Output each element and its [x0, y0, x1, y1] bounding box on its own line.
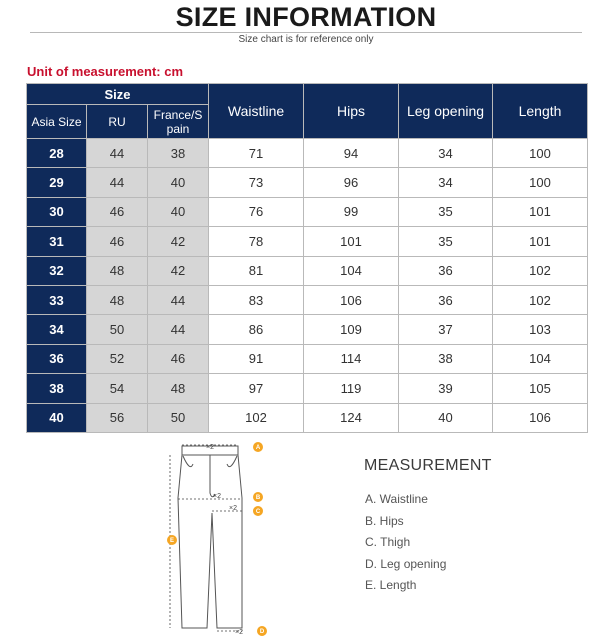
cell-asia-size: 38 — [27, 374, 87, 403]
cell-france-spain: 44 — [148, 285, 209, 314]
multiplier-label-c: ×2 — [229, 505, 237, 512]
table-row — [27, 168, 588, 197]
size-table — [26, 83, 588, 433]
cell-ru: 44 — [87, 139, 148, 168]
cell-hips: 101 — [304, 227, 399, 256]
marker-c: C — [255, 509, 261, 515]
cell-france-spain: 44 — [148, 315, 209, 344]
cell-hips: 114 — [304, 344, 399, 373]
cell-ru: 54 — [87, 374, 148, 403]
measurement-list — [365, 489, 446, 597]
measurement-title: MEASUREMENT — [364, 457, 492, 474]
measurement-item-leg-opening: D. Leg opening — [365, 556, 447, 571]
cell-waistline: 97 — [209, 374, 304, 403]
cell-leg-opening: 34 — [399, 168, 493, 197]
marker-d: D — [259, 629, 265, 635]
table-row — [27, 344, 588, 373]
cell-ru: 50 — [87, 315, 148, 344]
cell-length: 106 — [493, 403, 588, 432]
table-row — [27, 256, 588, 285]
column-header-leg-opening: Leg opening — [399, 84, 493, 139]
cell-length: 104 — [493, 344, 588, 373]
cell-ru: 46 — [87, 227, 148, 256]
right-pocket — [227, 456, 237, 467]
cell-waistline: 86 — [209, 315, 304, 344]
cell-waistline: 81 — [209, 256, 304, 285]
cell-hips: 109 — [304, 315, 399, 344]
cell-france-spain: 42 — [148, 227, 209, 256]
size-group-header: Size — [27, 84, 209, 105]
column-header-hips: Hips — [304, 84, 399, 139]
cell-asia-size: 29 — [27, 168, 87, 197]
cell-length: 103 — [493, 315, 588, 344]
cell-ru: 48 — [87, 256, 148, 285]
cell-length: 102 — [493, 256, 588, 285]
cell-length: 101 — [493, 197, 588, 226]
cell-length: 105 — [493, 374, 588, 403]
cell-waistline: 73 — [209, 168, 304, 197]
cell-leg-opening: 39 — [399, 374, 493, 403]
column-header-length: Length — [493, 84, 588, 139]
fly-line — [210, 455, 215, 497]
left-pocket — [183, 456, 193, 467]
cell-hips: 119 — [304, 374, 399, 403]
cell-france-spain: 40 — [148, 197, 209, 226]
cell-asia-size: 32 — [27, 256, 87, 285]
cell-leg-opening: 38 — [399, 344, 493, 373]
cell-waistline: 91 — [209, 344, 304, 373]
cell-hips: 124 — [304, 403, 399, 432]
table-row — [27, 374, 588, 403]
cell-asia-size: 40 — [27, 403, 87, 432]
measurement-item-length: E. Length — [365, 578, 417, 593]
cell-asia-size: 36 — [27, 344, 87, 373]
cell-france-spain: 46 — [148, 344, 209, 373]
marker-a: A — [255, 445, 261, 451]
cell-asia-size: 31 — [27, 227, 87, 256]
cell-hips: 94 — [304, 139, 399, 168]
cell-length: 100 — [493, 139, 588, 168]
unit-note: Unit of measurement: cm — [27, 64, 184, 79]
cell-france-spain: 40 — [148, 168, 209, 197]
table-row — [27, 139, 588, 168]
cell-ru: 48 — [87, 285, 148, 314]
measurement-item-waistline: A. Waistline — [365, 492, 428, 506]
multiplier-label-b: ×2 — [213, 493, 221, 500]
cell-leg-opening: 36 — [399, 256, 493, 285]
table-row — [27, 315, 588, 344]
cell-length: 100 — [493, 168, 588, 197]
cell-asia-size: 28 — [27, 139, 87, 168]
column-header-france-spain: France/S pain — [148, 105, 209, 139]
cell-hips: 99 — [304, 197, 399, 226]
table-row — [27, 403, 588, 432]
cell-france-spain: 48 — [148, 374, 209, 403]
table-row — [27, 285, 588, 314]
cell-asia-size: 30 — [27, 197, 87, 226]
table-row — [27, 197, 588, 226]
cell-france-spain: 42 — [148, 256, 209, 285]
cell-hips: 104 — [304, 256, 399, 285]
cell-leg-opening: 35 — [399, 197, 493, 226]
cell-waistline: 71 — [209, 139, 304, 168]
page-subtitle: Size chart is for reference only — [238, 34, 374, 45]
column-header-waistline: Waistline — [209, 84, 304, 139]
column-header-asia-size: Asia Size — [27, 105, 87, 139]
cell-ru: 56 — [87, 403, 148, 432]
marker-b: B — [255, 495, 261, 501]
cell-leg-opening: 36 — [399, 285, 493, 314]
multiplier-label-d: ×2 — [235, 629, 243, 636]
cell-ru: 44 — [87, 168, 148, 197]
cell-length: 102 — [493, 285, 588, 314]
cell-france-spain: 50 — [148, 403, 209, 432]
cell-leg-opening: 34 — [399, 139, 493, 168]
multiplier-label-a: ×2 — [206, 444, 214, 451]
cell-length: 101 — [493, 227, 588, 256]
table-row — [27, 227, 588, 256]
cell-waistline: 83 — [209, 285, 304, 314]
cell-ru: 46 — [87, 197, 148, 226]
cell-ru: 52 — [87, 344, 148, 373]
cell-waistline: 78 — [209, 227, 304, 256]
cell-hips: 96 — [304, 168, 399, 197]
title-divider — [30, 32, 582, 33]
marker-e: E — [169, 538, 175, 544]
cell-asia-size: 33 — [27, 285, 87, 314]
column-header-ru: RU — [87, 105, 148, 139]
cell-waistline: 76 — [209, 197, 304, 226]
cell-hips: 106 — [304, 285, 399, 314]
cell-waistline: 102 — [209, 403, 304, 432]
cell-leg-opening: 40 — [399, 403, 493, 432]
measurement-item-hips: B. Hips — [365, 513, 404, 528]
cell-leg-opening: 35 — [399, 227, 493, 256]
pants-diagram — [160, 438, 272, 638]
cell-asia-size: 34 — [27, 315, 87, 344]
page-title: SIZE INFORMATION — [175, 2, 437, 32]
cell-leg-opening: 37 — [399, 315, 493, 344]
cell-france-spain: 38 — [148, 139, 209, 168]
measurement-item-thigh: C. Thigh — [365, 535, 411, 550]
